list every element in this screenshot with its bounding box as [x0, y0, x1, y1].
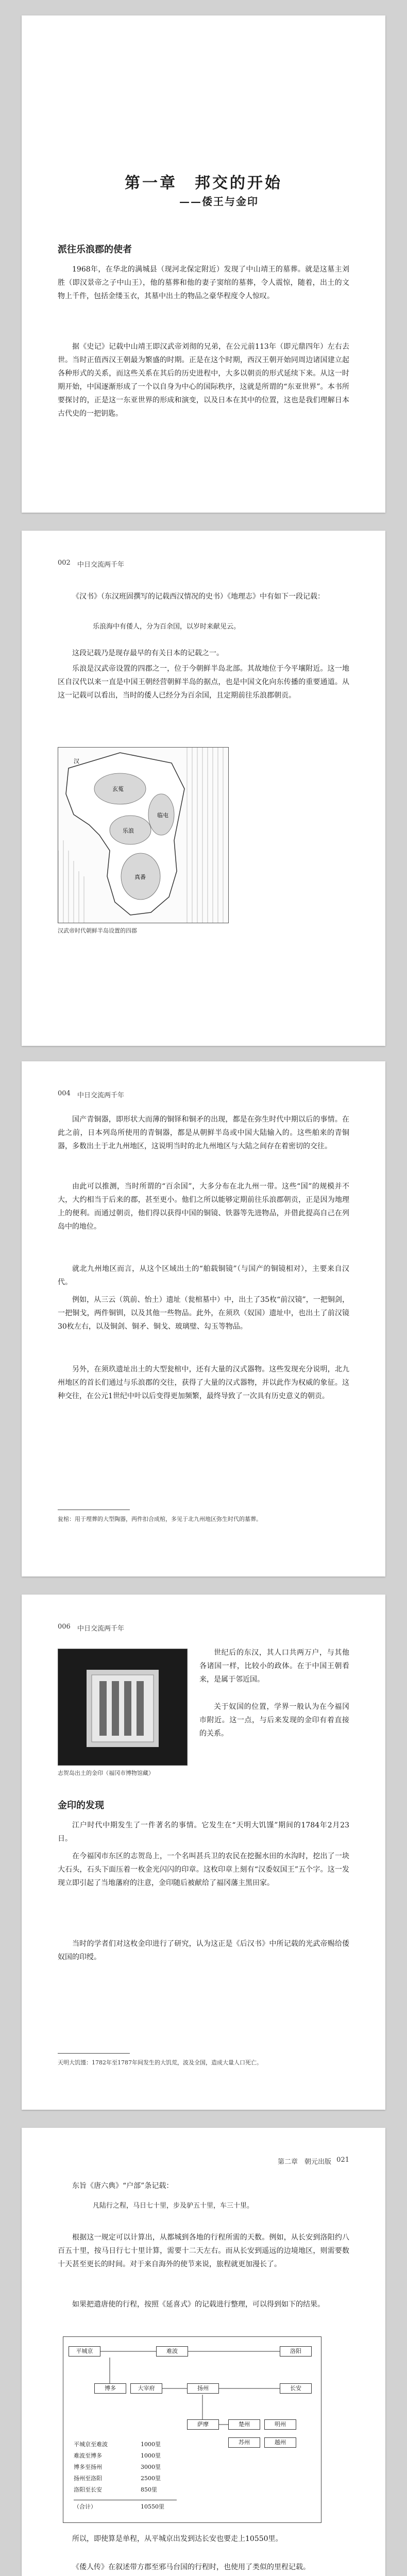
gold-seal-photo: [58, 1649, 188, 1766]
diagram-node: 越州: [264, 2437, 296, 2448]
paragraph: 根据这一规定可以计算出，从都城到各地的行程所需的天数。例如，从长安到洛阳约八百五十里，按马日行七十里计算，需要十二天左右。而从长安到遥远的边境地区，则需要数十天甚至更长的时间。对于来自海外的使节来说，旅程就更加漫长了。: [58, 2233, 349, 2268]
paragraph: 1968年，在华北的满城县（现河北保定附近）发现了中山靖王的墓葬。就是这墓主刘胜（即汉景帝之子中山王），他的墓葬和他的妻子窦绾的墓葬，令人震惊，随着，出土的文物上千件，包括金缕玉衣，其墓中出土的物品之豪华程度令人惊叹。: [58, 265, 349, 300]
korea-peninsula-map: [58, 748, 228, 923]
paragraph: 国产青铜器，即形状大而薄的铜铎和铜矛的出现，都是在弥生时代中期以后的事情。在此之前，日本列岛所使用的青铜器，都是从朝鲜半岛或中国大陆输入的。这些舶来的青铜器，多数出土于北九州地区，这说明当时的北九州地区与大陆之间存在着密切的交往。: [58, 1115, 349, 1150]
footnote-rule: [58, 2053, 130, 2054]
map-caption: 汉武帝时代朝鲜半岛设置的四郡: [58, 927, 137, 934]
gold-seal-image: [58, 1649, 187, 1765]
paragraph: 在今福冈市东区的志贺岛上，一个名叫甚兵卫的农民在挖掘水田的水沟时，挖出了一块大石头，石头下面压着一枚金光闪闪的印章。这枚印章上刻有“汉委奴国王”五个字。这一发现立即引起了当地藩府的注意，金印随后被献给了福冈藩主黑田家。: [58, 1852, 349, 1887]
route-lines: [63, 2337, 321, 2522]
diagram-node: 大宰府: [130, 2383, 162, 2394]
paragraph: 当时的学者们对这枚金印进行了研究，认为这正是《后汉书》中所记载的光武帝赐给倭奴国的印绶。: [58, 1940, 349, 1961]
diagram-node: 平城京: [69, 2346, 100, 2357]
page-number: 002: [58, 559, 71, 567]
paragraph: 如果把遣唐使的行程，按照《延喜式》的记载进行整理，可以得到如下的结果。: [72, 2300, 325, 2309]
paragraph: 乐浪是汉武帝设置的四郡之一，位于今朝鲜半岛北部。其故地位于今平壤附近。这一地区自汉代以来一直是中国王朝经营朝鲜半岛的据点，也是中国文化向东传播的重要通道。从这一记载可以看出，当时的倭人已经分为百余国，且定期前往乐浪郡朝贡。: [58, 665, 349, 700]
row-label: （合计）: [74, 2503, 96, 2510]
map-label: 玄菟: [112, 786, 124, 792]
row-label: 难波至博多: [74, 2452, 102, 2459]
book-title: 中日交流两千年: [77, 1092, 125, 1099]
map-label: 汉: [74, 758, 79, 765]
distance-total-row: [74, 2500, 177, 2511]
row-value: 10550里: [141, 2503, 164, 2510]
row-label: 洛阳至长安: [74, 2486, 102, 2493]
paragraph: 江户时代中期发生了一件著名的事情。它发生在“天明大饥馑”期间的1784年2月23日。: [58, 1821, 349, 1843]
distance-row: [74, 2474, 161, 2482]
diagram-node: 扬州: [187, 2383, 219, 2394]
running-head: [22, 1623, 385, 1633]
book-title: 中日交流两千年: [77, 561, 125, 569]
paragraph: 《汉书》（东汉班固撰写的记载西汉情况的史书）《地理志》中有如下一段记载：: [72, 592, 325, 601]
distance-row: [74, 2485, 157, 2494]
row-value: 1000里: [141, 2452, 161, 2459]
chapter-subtitle: ——倭王与金印: [179, 195, 259, 208]
page-3: [22, 1061, 385, 1577]
paragraph: 据《史记》记载中山靖王即汉武帝刘彻的兄弟，在公元前113年（即元鼎四年）左右去世。当时正值西汉王朝最为繁盛的时期。正是在这个时期，西汉王朝开始同周边诸国建立起各种形式的关系，而这些关系在其后的历史进程中，大多以朝贡的形式延续下来。从这一时期开始，中国逐渐形成了一个以自身为中心的国际秩序，这就是所谓的“东亚世界”。本书所要探讨的，正是这一东亚世界的形成和演变，以及日本在其中的位置，这也是我们理解日本古代史的一把钥匙。: [58, 343, 349, 418]
diagram-node: 难波: [156, 2346, 188, 2357]
section-heading: 金印的发现: [58, 1800, 104, 1811]
running-head: [22, 559, 385, 569]
paragraph: 例如，从三云（筑前、怡土）遗址（瓮棺墓中）中，出土了35枚“前汉镜”，一把铜剑，一把铜戈，两件铜钏，以及其他一些物品。此外，在须玖（奴国）遗址中，也出土了前汉镜30枚左右，以及铜剑、铜矛、铜戈、玻璃璧、勾玉等物品。: [58, 1296, 349, 1331]
distance-row: [74, 2451, 161, 2460]
paragraph: 另外，在须玖遗址出土的大型瓮棺中，还有大量的汉式器物。这些发现充分说明，北九州地区的首长们通过与乐浪郡的交往，获得了大量的汉式器物，并以此作为权威的象征。这种交往，在公元1世纪中叶以后变得更加频繁，最终导致了一次具有历史意义的朝贡。: [58, 1365, 349, 1400]
diagram-node: 楚州: [228, 2419, 260, 2430]
row-value: 3000里: [141, 2464, 161, 2470]
diagram-node: 萨摩: [187, 2419, 219, 2430]
page-4: [22, 1595, 385, 2110]
row-value: 1000里: [141, 2441, 161, 2448]
running-head: [22, 1090, 385, 1100]
diagram-node: 长安: [280, 2383, 312, 2394]
page-5: [22, 2128, 385, 2576]
distance-row: [74, 2440, 161, 2448]
footnote: 瓮棺：用于埋葬的大型陶器，两件扣合成棺，多见于北九州地区弥生时代的墓葬。: [58, 1516, 262, 1522]
distance-row: [74, 2463, 161, 2471]
section-heading: 派往乐浪郡的使者: [58, 244, 132, 255]
map-label: 乐浪: [123, 827, 134, 834]
diagram-node: 苏州: [228, 2437, 260, 2448]
page-number: 021: [336, 2156, 349, 2164]
row-label: 扬州至洛阳: [74, 2475, 102, 2482]
map-figure: [58, 747, 229, 923]
chapter-label: 第二章 朝元出版: [277, 2158, 331, 2166]
footnote: 天明大饥馑：1782年至1787年间发生的大饥荒，波及全国，造成大量人口死亡。: [58, 2059, 262, 2066]
paragraph: 东旨《唐六典》“户部”条记载：: [72, 2182, 174, 2190]
page-number: 006: [58, 1623, 71, 1631]
paragraph: 关于奴国的位置，学界一般认为在今福冈市附近。这一点，与后来发现的金印有着直接的关系。: [199, 1703, 349, 1738]
paragraph: 世纪后的东汉，其人口共两万户，与其他各诸国一样，比较小的政体。在于中国王朝看来，是属于邻近国。: [199, 1649, 349, 1684]
route-diagram: [63, 2336, 321, 2523]
figure-caption: 志贺岛出土的金印（福冈市博物馆藏）: [58, 1770, 154, 1776]
page-1: [22, 15, 385, 513]
page-2: [22, 531, 385, 1046]
diagram-node: 博多: [94, 2383, 126, 2394]
row-label: 博多至扬州: [74, 2464, 102, 2470]
row-value: 2500里: [141, 2475, 161, 2482]
running-head: [22, 2156, 385, 2166]
book-title: 中日交流两千年: [77, 1625, 125, 1633]
row-value: 850里: [141, 2486, 157, 2493]
paragraph: 这段记载乃是现存最早的有关日本的记载之一。: [72, 649, 224, 657]
chapter-title: 第一章 邦交的开始: [125, 174, 282, 192]
paragraph: 就北九州地区而言，从这个区域出土的“舶载铜镜”（与国产的铜镜相对），主要来自汉代。: [58, 1265, 349, 1286]
paragraph: 由此可以推测，当时所谓的“百余国”，大多分布在北九州一带。这些“国”的规模并不大，大约相当于后来的郡，甚至更小。他们之所以能够定期前往乐浪郡朝贡，正是因为地理上的便利。而通过朝贡，他们得以获得中国的铜镜、铁器等先进物品，并借此提高自己在列岛中的地位。: [58, 1182, 349, 1231]
map-label: 临屯: [157, 812, 168, 819]
page-number: 004: [58, 1090, 71, 1097]
paragraph: 《倭人传》在叙述带方郡至邪马台国的行程时，也使用了类似的里程记载。: [72, 2563, 310, 2571]
quotation: 凡陆行之程，马日七十里，步及驴五十里，车三十里。: [93, 2202, 254, 2210]
diagram-node: 洛阳: [280, 2346, 312, 2357]
map-label: 真番: [134, 874, 146, 880]
quotation: 乐浪海中有倭人，分为百余国，以岁时来献见云。: [93, 623, 241, 631]
row-label: 平城京至难波: [74, 2441, 108, 2448]
diagram-node: 明州: [264, 2419, 296, 2430]
paragraph: 所以，即使算是单程，从平城京出发到达长安也要走上10550里。: [72, 2535, 283, 2543]
